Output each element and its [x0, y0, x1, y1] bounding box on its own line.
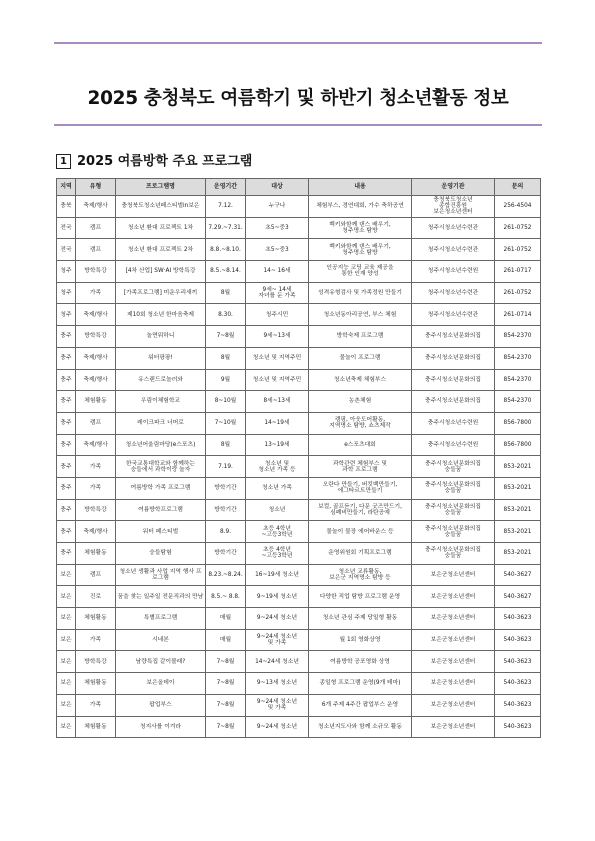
- cell-region: 전국: [57, 217, 76, 239]
- cell-name: 시네본: [116, 629, 206, 651]
- cell-type: 축제/행사: [76, 304, 116, 326]
- cell-org: 충주시청소년문화의집 숭들꿈: [412, 456, 495, 478]
- cell-period: 매월: [206, 608, 246, 630]
- cell-type: 진로: [76, 586, 116, 608]
- cell-type: 체험활동: [76, 716, 116, 738]
- table-row: [57, 326, 541, 348]
- cell-target: 9~24세 청소년: [246, 716, 309, 738]
- cell-contact: 540-3627: [495, 586, 541, 608]
- cell-org: 보은군청소년센터: [412, 673, 495, 695]
- cell-contact: 856-7800: [495, 434, 541, 456]
- cell-type: 체험활동: [76, 391, 116, 413]
- cell-org: 청주시청소년수련관: [412, 282, 495, 304]
- cell-content: 체험부스, 경연대회, 가수 축하공연: [309, 196, 412, 218]
- cell-period: 7.19.: [206, 456, 246, 478]
- cell-name: 우림이체험학교: [116, 391, 206, 413]
- cell-org: 청주시청소년수련관: [412, 239, 495, 261]
- table-row: [57, 304, 541, 326]
- cell-type: 캠프: [76, 564, 116, 586]
- cell-period: 8.8.~8.10.: [206, 239, 246, 261]
- page-title: 2025 충청북도 여름학기 및 하반기 청소년활동 정보: [87, 88, 509, 109]
- cell-target: 청소년 및 지역주민: [246, 369, 309, 391]
- cell-target: 청소년 가족: [246, 477, 309, 499]
- cell-type: 가족: [76, 282, 116, 304]
- cell-contact: 261-0752: [495, 217, 541, 239]
- cell-period: 7.29.~7.31.: [206, 217, 246, 239]
- cell-content: 오란다 만들기, 버킷백만들기, 에그타르트만들기: [309, 477, 412, 499]
- cell-type: 캠프: [76, 239, 116, 261]
- cell-name: 레이크파크 너머로: [116, 412, 206, 434]
- table-row: [57, 564, 541, 586]
- cell-name: 숭들탐험: [116, 543, 206, 565]
- table-row: [57, 477, 541, 499]
- cell-contact: 853-2021: [495, 456, 541, 478]
- section-heading: [56, 150, 252, 169]
- cell-contact: 854-2370: [495, 326, 541, 348]
- cell-type: 캠프: [76, 217, 116, 239]
- column-header-name: 프로그램명: [116, 179, 206, 196]
- cell-target: 14~24세 청소년: [246, 651, 309, 673]
- cell-org: 충주시청소년문화의집 숭들꿈: [412, 521, 495, 543]
- cell-org: 충주시청소년문화의집 숭들꿈: [412, 543, 495, 565]
- cell-region: 충주: [57, 391, 76, 413]
- cell-org: 충주시청소년문화의집 숭들꿈: [412, 477, 495, 499]
- cell-target: 14~ 16세: [246, 261, 309, 283]
- column-header-org: 운영기관: [412, 179, 495, 196]
- cell-period: 방학기간: [206, 543, 246, 565]
- cell-name: 청소년 환대 프로젝트 2차: [116, 239, 206, 261]
- cell-target: 9~13세 청소년: [246, 673, 309, 695]
- cell-contact: 853-2021: [495, 521, 541, 543]
- cell-region: 보은: [57, 608, 76, 630]
- cell-content: 물놀이 물장 에어바운스 등: [309, 521, 412, 543]
- cell-region: 보은: [57, 694, 76, 716]
- cell-name: 남량특집 같이볼래?: [116, 651, 206, 673]
- cell-target: 청주시민: [246, 304, 309, 326]
- table-row: [57, 261, 541, 283]
- cell-contact: 856-7800: [495, 412, 541, 434]
- cell-org: 청주시청소년수련관: [412, 217, 495, 239]
- cell-target: 9~19세 청소년: [246, 586, 309, 608]
- cell-target: 16~19세 청소년: [246, 564, 309, 586]
- cell-org: 충주시청소년문화의집: [412, 347, 495, 369]
- cell-contact: 540-3623: [495, 716, 541, 738]
- cell-region: 보은: [57, 586, 76, 608]
- cell-period: 방학기간: [206, 477, 246, 499]
- cell-contact: 540-3623: [495, 629, 541, 651]
- cell-org: 충주시청소년문화의집 숭들꿈: [412, 499, 495, 521]
- cell-type: 가족: [76, 629, 116, 651]
- cell-org: 보은군청소년센터: [412, 629, 495, 651]
- column-header-target: 대상: [246, 179, 309, 196]
- section-label: 2025 여름방학 주요 프로그램: [77, 154, 253, 169]
- cell-period: 7~8월: [206, 673, 246, 695]
- table-row: [57, 391, 541, 413]
- cell-name: [4차 산업] SW·AI 방학특강: [116, 261, 206, 283]
- table-row: [57, 521, 541, 543]
- column-header-region: 지역: [57, 179, 76, 196]
- cell-type: 체험활동: [76, 673, 116, 695]
- table-row: [57, 608, 541, 630]
- cell-region: 충주: [57, 456, 76, 478]
- cell-contact: 853-2021: [495, 543, 541, 565]
- cell-period: 8.5.~ 8.8.: [206, 586, 246, 608]
- cell-type: 체험활동: [76, 543, 116, 565]
- cell-contact: 261-0714: [495, 304, 541, 326]
- cell-name: 여름방학프로그램: [116, 499, 206, 521]
- cell-contact: 854-2370: [495, 391, 541, 413]
- table-row: [57, 694, 541, 716]
- cell-target: 9세~ 14세 자녀를 둔 가족: [246, 282, 309, 304]
- cell-content: 캠핑, 아웃도어활동, 지역명소 탐방, 쇼츠제작: [309, 412, 412, 434]
- cell-target: 초5~중3: [246, 217, 309, 239]
- cell-region: 충주: [57, 543, 76, 565]
- table-row: [57, 651, 541, 673]
- cell-contact: 261-0752: [495, 282, 541, 304]
- cell-region: 청주: [57, 304, 76, 326]
- cell-period: 매월: [206, 629, 246, 651]
- cell-org: 충주시청소년문화의집: [412, 326, 495, 348]
- cell-name: 꿈을 찾는 일주일 전문직과의 만남: [116, 586, 206, 608]
- cell-content: 운영위원회 기획프로그램: [309, 543, 412, 565]
- cell-region: 청주: [57, 282, 76, 304]
- cell-target: 9~24세 청소년 및 가족: [246, 629, 309, 651]
- table-row: [57, 282, 541, 304]
- cell-content: 벡키와함께 댄스 배우기, 청주명소 탐방: [309, 239, 412, 261]
- cell-type: 가족: [76, 477, 116, 499]
- cell-region: 충주: [57, 412, 76, 434]
- cell-content: 청소년 교류활동, 보은군 지역명소 탐방 등: [309, 564, 412, 586]
- cell-region: 보은: [57, 564, 76, 586]
- cell-type: 가족: [76, 694, 116, 716]
- table-row: [57, 629, 541, 651]
- cell-contact: 540-3623: [495, 651, 541, 673]
- cell-content: 청소년축제 체험부스: [309, 369, 412, 391]
- cell-period: 7~8월: [206, 326, 246, 348]
- cell-org: 보은군청소년센터: [412, 586, 495, 608]
- table-row: [57, 412, 541, 434]
- cell-org: 충주시청소년수련원: [412, 412, 495, 434]
- cell-target: 9~24세 청소년 및 가족: [246, 694, 309, 716]
- cell-name: 여름방학 가족 프로그램: [116, 477, 206, 499]
- cell-name: 청소년 환대 프로젝트 1차: [116, 217, 206, 239]
- cell-contact: 540-3623: [495, 608, 541, 630]
- cell-contact: 540-3623: [495, 694, 541, 716]
- cell-content: 물놀이 프로그램: [309, 347, 412, 369]
- cell-type: 가족: [76, 456, 116, 478]
- cell-name: 한국교통대학교와 함께하는 숭들에서 과학이랑 놀자: [116, 456, 206, 478]
- cell-contact: 853-2021: [495, 477, 541, 499]
- cell-type: 축제/행사: [76, 369, 116, 391]
- cell-type: 축제/행사: [76, 196, 116, 218]
- cell-period: 8.30.: [206, 304, 246, 326]
- cell-content: 청소년 관심 주제 당일형 활동: [309, 608, 412, 630]
- cell-period: 8~10월: [206, 391, 246, 413]
- cell-content: 청소년지도사와 함께 소규모 활동: [309, 716, 412, 738]
- cell-period: 8.5.~8.14.: [206, 261, 246, 283]
- cell-region: 보은: [57, 673, 76, 695]
- column-header-contact: 문의: [495, 179, 541, 196]
- cell-period: 7~8월: [206, 694, 246, 716]
- table-row: [57, 499, 541, 521]
- cell-contact: 854-2370: [495, 347, 541, 369]
- cell-content: 6개 주제 4주간 팝업부스 운영: [309, 694, 412, 716]
- cell-contact: 261-0752: [495, 239, 541, 261]
- cell-contact: 853-2021: [495, 499, 541, 521]
- cell-content: 과학관련 체험부스 및 과학 프로그램: [309, 456, 412, 478]
- table-row: [57, 543, 541, 565]
- cell-target: 14~19세: [246, 412, 309, 434]
- cell-content: 여름방학 공포영화 상영: [309, 651, 412, 673]
- cell-content: 보컬, 골프듣기, 다문 굿즈만드기, 심폐비만들기, 라탄공예: [309, 499, 412, 521]
- cell-period: 7.12.: [206, 196, 246, 218]
- cell-region: 보은: [57, 629, 76, 651]
- cell-contact: 854-2370: [495, 369, 541, 391]
- table-row: [57, 456, 541, 478]
- cell-name: 보은올데이: [116, 673, 206, 695]
- cell-content: 방학숙제 프로그램: [309, 326, 412, 348]
- cell-content: 벡키와함께 댄스 배우기, 청주명소 탐방: [309, 217, 412, 239]
- cell-period: 7~8월: [206, 651, 246, 673]
- cell-name: 특별프로그램: [116, 608, 206, 630]
- cell-period: 8.9.: [206, 521, 246, 543]
- cell-content: 인공지능 코딩 교육 제공을 통한 인재 양성: [309, 261, 412, 283]
- top-divider: [54, 42, 542, 44]
- cell-contact: 540-3623: [495, 673, 541, 695]
- cell-target: 9~24세 청소년: [246, 608, 309, 630]
- cell-name: 놀면뭐하니: [116, 326, 206, 348]
- cell-target: 9세~13세: [246, 326, 309, 348]
- cell-org: 충주시청소년문화의집: [412, 391, 495, 413]
- cell-target: 청소년 및 지역주민: [246, 347, 309, 369]
- column-header-type: 유형: [76, 179, 116, 196]
- table-row: [57, 196, 541, 218]
- cell-type: 캠프: [76, 412, 116, 434]
- cell-period: 방학기간: [206, 499, 246, 521]
- cell-region: 충주: [57, 369, 76, 391]
- table-header-row: [57, 179, 541, 196]
- cell-org: 충청북도청소년 종합진흥원 보은청소년센터: [412, 196, 495, 218]
- column-header-period: 운영기간: [206, 179, 246, 196]
- cell-content: 종일형 프로그램 운영(9개 테마): [309, 673, 412, 695]
- cell-org: 보은군청소년센터: [412, 564, 495, 586]
- cell-region: 충북: [57, 196, 76, 218]
- cell-region: 충주: [57, 326, 76, 348]
- cell-region: 청주: [57, 261, 76, 283]
- cell-period: 7~10월: [206, 412, 246, 434]
- bottom-divider: [54, 124, 542, 126]
- cell-type: 축제/행사: [76, 434, 116, 456]
- cell-name: 청소년어울림마당(e스포츠): [116, 434, 206, 456]
- cell-region: 충주: [57, 434, 76, 456]
- cell-target: 13~19세: [246, 434, 309, 456]
- cell-period: 9월: [206, 369, 246, 391]
- cell-type: 축제/행사: [76, 347, 116, 369]
- cell-region: 충주: [57, 347, 76, 369]
- cell-content: 성격유형검사 및 가족정원 만들기: [309, 282, 412, 304]
- cell-contact: 261-0717: [495, 261, 541, 283]
- cell-period: 7~8월: [206, 716, 246, 738]
- cell-name: 유스랜드로놀러와: [116, 369, 206, 391]
- cell-name: 청소년 생활과 사업 지역 행사 프로그램: [116, 564, 206, 586]
- cell-name: 팝업부스: [116, 694, 206, 716]
- cell-name: 충청북도청소년페스티벌in보은: [116, 196, 206, 218]
- cell-period: 8월: [206, 347, 246, 369]
- cell-period: 8.23.~8.24.: [206, 564, 246, 586]
- cell-content: 청소년동아리공연, 부스 체험: [309, 304, 412, 326]
- cell-content: 농촌체험: [309, 391, 412, 413]
- cell-contact: 256-4504: [495, 196, 541, 218]
- cell-target: 청소년 및 청소년 가족 등: [246, 456, 309, 478]
- cell-region: 보은: [57, 651, 76, 673]
- cell-type: 방학특강: [76, 326, 116, 348]
- cell-org: 충주시청소년문화의집: [412, 369, 495, 391]
- cell-org: 충주시청소년수련원: [412, 434, 495, 456]
- cell-period: 8월: [206, 434, 246, 456]
- cell-content: 월 1회 영화상영: [309, 629, 412, 651]
- cell-content: e스포츠대회: [309, 434, 412, 456]
- cell-org: 보은군청소년센터: [412, 694, 495, 716]
- table-row: [57, 239, 541, 261]
- cell-region: 전국: [57, 239, 76, 261]
- cell-region: 충주: [57, 477, 76, 499]
- cell-type: 방학특강: [76, 499, 116, 521]
- cell-region: 충주: [57, 521, 76, 543]
- cell-name: [가족프로그램] 미운우리새끼: [116, 282, 206, 304]
- cell-type: 방학특강: [76, 261, 116, 283]
- cell-region: 충주: [57, 499, 76, 521]
- cell-org: 청주시청소년수련관: [412, 304, 495, 326]
- cell-org: 보은군청소년센터: [412, 608, 495, 630]
- cell-target: 8세~13세: [246, 391, 309, 413]
- cell-target: 초등 4학년 ~고등3학년: [246, 521, 309, 543]
- cell-name: 워터팡팡!: [116, 347, 206, 369]
- cell-type: 축제/행사: [76, 521, 116, 543]
- cell-name: 청지사를 이겨라: [116, 716, 206, 738]
- cell-target: 누구나: [246, 196, 309, 218]
- cell-region: 보은: [57, 716, 76, 738]
- table-row: [57, 369, 541, 391]
- cell-target: 초등 4학년 ~고등3학년: [246, 543, 309, 565]
- cell-contact: 540-3627: [495, 564, 541, 586]
- column-header-content: 내용: [309, 179, 412, 196]
- table-row: [57, 673, 541, 695]
- section-number-box: 1: [56, 154, 71, 169]
- table-row: [57, 434, 541, 456]
- cell-org: 보은군청소년센터: [412, 651, 495, 673]
- cell-period: 8월: [206, 282, 246, 304]
- cell-type: 방학특강: [76, 651, 116, 673]
- cell-org: 보은군청소년센터: [412, 716, 495, 738]
- cell-name: 워터 페스티벌: [116, 521, 206, 543]
- table-row: [57, 586, 541, 608]
- cell-type: 체험활동: [76, 608, 116, 630]
- cell-content: 다양한 직업 탐방 프로그램 운영: [309, 586, 412, 608]
- table-body: [57, 196, 541, 738]
- cell-org: 청주시청소년수련원: [412, 261, 495, 283]
- cell-name: 제10회 청소년 한마음축제: [116, 304, 206, 326]
- table-row: [57, 716, 541, 738]
- table-row: [57, 217, 541, 239]
- cell-target: 청소년: [246, 499, 309, 521]
- table-row: [57, 347, 541, 369]
- program-table: [56, 178, 541, 738]
- cell-target: 초5~중3: [246, 239, 309, 261]
